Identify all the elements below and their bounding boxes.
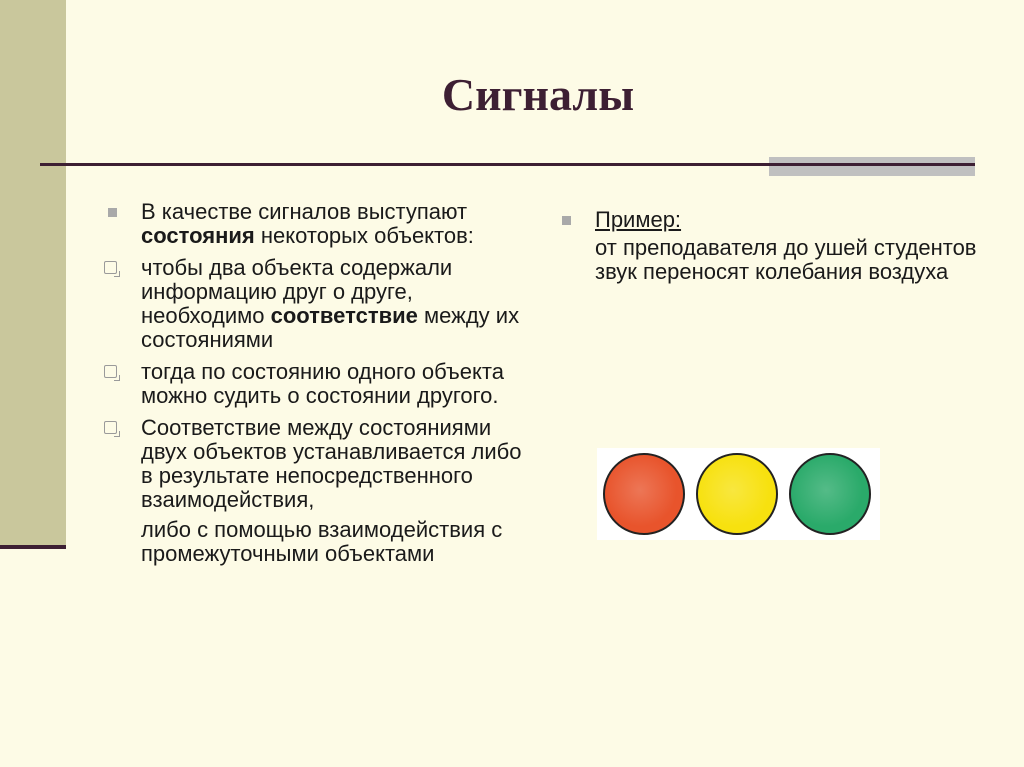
- list-item: [556, 208, 996, 232]
- item-text: чтобы два объекта содержали информацию друг о друге, необходимо: [141, 255, 453, 328]
- item-text: тогда по состоянию одного объекта можно судить о состоянии другого.: [141, 359, 504, 408]
- left-column: [102, 200, 532, 566]
- green-light-icon: [789, 453, 871, 535]
- list-item-continuation: либо с помощью взаимодействия с промежуточными объектами: [141, 517, 503, 566]
- item-text: В качестве сигналов выступают: [141, 199, 468, 224]
- list-item: [102, 256, 532, 352]
- example-text: от преподавателя до ушей студентов звук переносят колебания воздуха: [595, 235, 977, 284]
- checkbox-bullet-icon: [104, 421, 117, 434]
- right-column: [556, 208, 996, 284]
- square-bullet-icon: [562, 216, 571, 225]
- example-heading: Пример:: [595, 207, 682, 232]
- square-bullet-icon: [108, 208, 117, 217]
- item-text: некоторых объектов:: [254, 223, 474, 248]
- checkbox-bullet-icon: [104, 261, 117, 274]
- checkbox-bullet-icon: [104, 365, 117, 378]
- slide-title: Сигналы: [441, 69, 635, 120]
- list-item: [102, 200, 532, 248]
- list-item: [102, 416, 532, 512]
- list-item: [102, 360, 532, 408]
- traffic-lights-image: [597, 448, 880, 540]
- item-emphasis: соответствие: [270, 303, 418, 328]
- title-divider-accent: [769, 157, 975, 176]
- yellow-light-icon: [696, 453, 778, 535]
- item-text: Соответствие между состояниями двух объектов устанавливается либо в результате непосредственного взаимодействия,: [141, 415, 522, 512]
- side-accent-underline: [0, 545, 66, 549]
- item-text: между их состояниями: [141, 303, 520, 352]
- item-emphasis: состояния: [141, 223, 255, 248]
- red-light-icon: [603, 453, 685, 535]
